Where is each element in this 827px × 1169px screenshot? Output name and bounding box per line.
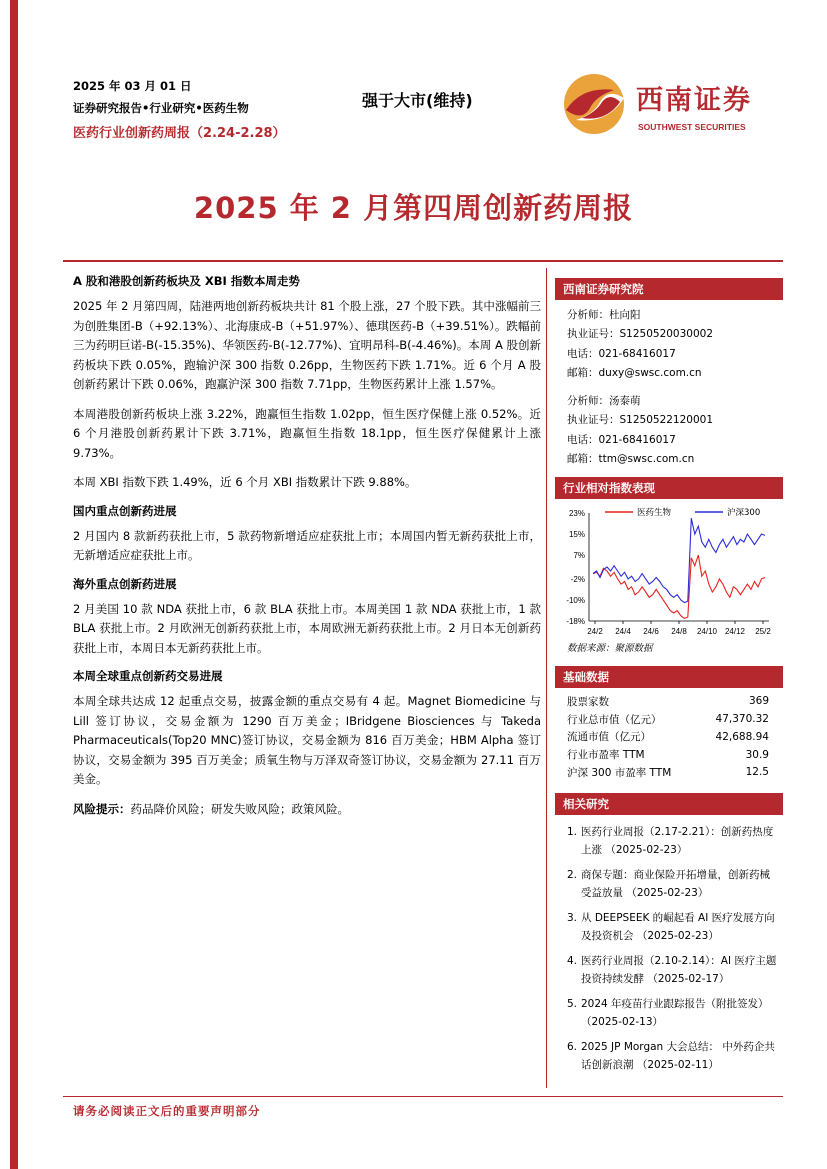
list-item[interactable] xyxy=(567,995,777,1031)
legend-label: 医药生物 xyxy=(637,508,672,519)
analyst-license: 执业证号：S1250520030002 xyxy=(567,328,714,341)
report-category: 证券研究报告•行业研究•医药生物 xyxy=(73,101,249,115)
x-tick-label: 24/12 xyxy=(724,627,746,637)
paragraph: 2 月美国 10 款 NDA 获批上市，6 款 BLA 获批上市。本周美国 1 款 NDA 获批上市，1 款 BLA 获批上市。2 月欧洲无创新药获批上市，本周欧洲无新药获批上市。2 月日本无创新药获批上市，本周日本无新药获批上市。 xyxy=(73,601,541,655)
table-row xyxy=(555,764,783,782)
list-item-text: 商保专题：商业保险开拓增量，创新药械受益放量 （2025-02-23） xyxy=(581,869,770,900)
list-item-text: 医药行业周报（2.17-2.21）：创新药热度上涨 （2025-02-23） xyxy=(581,826,774,857)
list-item-number: 1. xyxy=(567,826,578,839)
risk-warning xyxy=(73,800,541,819)
analyst-info xyxy=(555,300,783,469)
logo-cn-text: 西南证券 xyxy=(636,85,752,116)
y-tick-label: 15% xyxy=(568,530,585,540)
list-item[interactable] xyxy=(567,866,777,902)
legend-label: 沪深300 xyxy=(727,508,761,519)
list-item-text: 从 DEEPSEEK 的崛起看 AI 医疗发展方向及投资机会 （2025-02-23） xyxy=(581,912,775,943)
x-tick-label: 24/2 xyxy=(587,627,603,637)
paragraph: 本周全球共达成 12 起重点交易，披露金额的重点交易有 4 起。Magnet Biomedicine 与 Lill 签订协议，交易金额为 1290 百万美金；IBridgene Biosciences 与 Takeda Pharmaceuticals(Top20 MNC)签订协议，交易金额为 816 百万美金；HBM Alpha 签订协议，交易金额为 395 百万美金；质氧生物与万泽双奇签订协议，交易金额为 27.11 百万美金。 xyxy=(73,694,541,786)
table-row xyxy=(555,728,783,746)
footer-disclaimer: 请务必阅读正文后的重要声明部分 xyxy=(73,1104,261,1118)
y-tick-label: -10% xyxy=(566,596,585,606)
related-heading: 相关研究 xyxy=(555,793,783,815)
list-item[interactable] xyxy=(567,823,777,859)
section-heading: 本周全球重点创新药交易进展 xyxy=(73,669,223,683)
main-content xyxy=(73,273,541,819)
list-item-number: 5. xyxy=(567,998,578,1011)
x-tick-label: 24/4 xyxy=(615,627,631,637)
analyst-phone: 电话：021-68416017 xyxy=(567,347,676,360)
list-item[interactable] xyxy=(567,1038,777,1074)
analyst-phone: 电话：021-68416017 xyxy=(567,433,676,446)
x-tick-label: 24/10 xyxy=(696,627,718,637)
analyst-email: 邮箱：duxy@swsc.com.cn xyxy=(567,366,702,379)
table-row xyxy=(555,710,783,728)
chart-heading: 行业相对指数表现 xyxy=(555,477,783,499)
paragraph: 2 月国内 8 款新药获批上市，5 款药物新增适应症获批上市；本周国内暂无新药获批上市，无新增适应症获批上市。 xyxy=(73,528,541,562)
list-item-text: 2024 年疫苗行业跟踪报告（附批签发）（2025-02-13） xyxy=(581,998,769,1029)
table-row xyxy=(555,746,783,764)
table-cell-label: 行业市盈率 TTM xyxy=(567,749,645,762)
institute-heading: 西南证券研究院 xyxy=(555,278,783,300)
column-divider xyxy=(546,268,547,1088)
logo-emblem-icon xyxy=(562,72,630,136)
section-heading: 国内重点创新药进展 xyxy=(73,503,177,518)
y-tick-label: -18% xyxy=(566,617,585,627)
table-cell-value: 42,688.94 xyxy=(715,730,769,743)
table-cell-label: 行业总市值（亿元） xyxy=(567,713,662,726)
bottom-divider xyxy=(63,1096,783,1097)
x-tick-label: 24/6 xyxy=(643,627,659,637)
y-tick-label: 7% xyxy=(573,551,585,561)
table-cell-value: 30.9 xyxy=(745,748,769,761)
series-line xyxy=(593,555,765,618)
paragraph: 2025 年 2 月第四周，陆港两地创新药板块共计 81 个股上涨，27 个股下跌。其中涨幅前三为创胜集团-B（+92.13%）、北海康成-B（+51.97%）、德琪医药-B（+39.51%）。跌幅前三为药明巨诺-B(-15.35%)、华领医药-B(-12.77%)、宜明昂科-B(-4.46%)。本周 A 股创新药板块下跌 0.05%，跑输沪深 300 指数 0.26pp，生物医药下跌 1.71%。近 6 个月 A 股创新药累计下跌 0.06%，跑赢沪深 300 指数 7.71pp，生物医药累计上涨 1.57%。 xyxy=(73,299,541,391)
list-item-number: 3. xyxy=(567,912,578,925)
left-accent-bar xyxy=(10,0,18,1169)
section-heading: A 股和港股创新药板块及 XBI 指数本周走势 xyxy=(73,274,300,288)
report-series: 医药行业创新药周报（2.24-2.28） xyxy=(73,126,286,141)
list-item-number: 6. xyxy=(567,1041,578,1054)
sidebar xyxy=(555,278,783,1081)
analyst-license: 执业证号：S1250522120001 xyxy=(567,414,714,427)
table-cell-label: 股票家数 xyxy=(567,695,609,708)
paragraph: 本周 XBI 指数下跌 1.49%，近 6 个月 XBI 指数累计下跌 9.88%。 xyxy=(73,475,417,489)
relative-index-chart xyxy=(555,505,783,639)
table-row xyxy=(555,692,783,710)
company-logo xyxy=(562,72,772,136)
basic-data-table xyxy=(555,692,783,781)
x-tick-label: 24/8 xyxy=(671,627,687,637)
basic-data-heading: 基础数据 xyxy=(555,666,783,688)
table-cell-label: 流通市值（亿元） xyxy=(567,731,651,744)
investment-rating: 强于大市(维持) xyxy=(362,91,473,110)
logo-en-text: SOUTHWEST SECURITIES xyxy=(638,122,746,132)
list-item[interactable] xyxy=(567,909,777,945)
paragraph: 本周港股创新药板块上涨 3.22%，跑赢恒生指数 1.02pp，恒生医疗保健上涨 0.52%。近 6 个月港股创新药累计下跌 3.71%，跑赢恒生指数 18.1pp，恒生医疗保健累计上涨 9.73%。 xyxy=(73,406,541,460)
page-title: 2025 年 2 月第四周创新药周报 xyxy=(193,191,634,225)
y-tick-label: 23% xyxy=(568,509,585,519)
list-item-text: 2025 JP Morgan 大会总结： 中外药企共话创新浪潮 （2025-02-11） xyxy=(581,1041,775,1072)
related-research-list xyxy=(555,815,783,1074)
table-cell-label: 沪深 300 市盈率 TTM xyxy=(567,766,672,779)
series-line xyxy=(593,519,765,603)
analyst-email: 邮箱：ttm@swsc.com.cn xyxy=(567,453,695,466)
list-item-text: 医药行业周报（2.10-2.14）：AI 医疗主题投资持续发酵 （2025-02-17） xyxy=(581,955,777,986)
table-cell-value: 47,370.32 xyxy=(715,713,769,726)
y-tick-label: -2% xyxy=(570,575,585,585)
report-date: 2025 年 03 月 01 日 xyxy=(73,79,192,93)
risk-text: 药品降价风险；研发失败风险；政策风险。 xyxy=(130,801,349,816)
line-chart xyxy=(555,505,783,639)
list-item-number: 4. xyxy=(567,955,578,968)
list-item[interactable] xyxy=(567,952,777,988)
top-divider xyxy=(63,260,783,262)
section-heading: 海外重点创新药进展 xyxy=(73,576,177,591)
x-tick-label: 25/2 xyxy=(755,627,771,637)
risk-label: 风险提示： xyxy=(73,801,131,816)
table-cell-value: 369 xyxy=(748,695,769,708)
analyst-name: 分析师：汤泰萌 xyxy=(567,395,641,408)
table-cell-value: 12.5 xyxy=(745,766,769,779)
chart-source: 数据来源：聚源数据 xyxy=(567,643,653,655)
analyst-name: 分析师：杜向阳 xyxy=(567,309,641,321)
list-item-number: 2. xyxy=(567,869,578,882)
